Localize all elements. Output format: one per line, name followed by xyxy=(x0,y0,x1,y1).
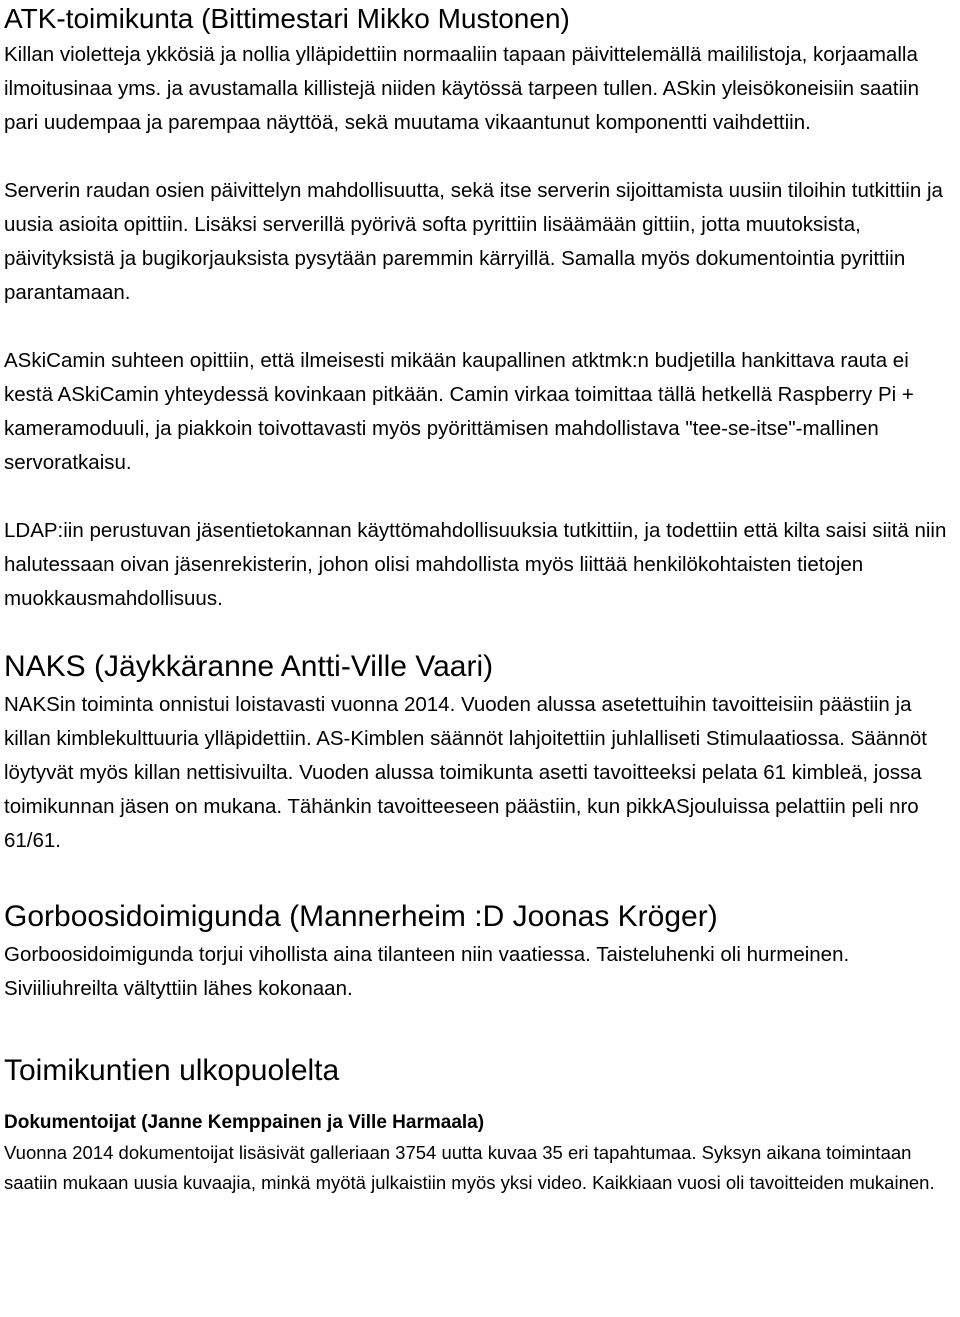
naks-heading: NAKS (Jäykkäranne Antti-Ville Vaari) xyxy=(4,650,494,683)
atk-paragraph-4: LDAP:iin perustuvan jäsentietokannan käyttömahdollisuuksia tutkittiin, ja todettiin että kilta saisi siitä niin halutessaan oivan jäsenrekisterin, johon olisi mahdollista myös liittää henkilökohtaisten tietojen muokkausmahdollisuus. xyxy=(4,519,947,610)
atk-paragraph-3: ASkiCamin suhteen opittiin, että ilmeisesti mikään kaupallinen atktmk:n budjetilla hankittava rauta ei kestä ASkiCamin yhteydessä kovinkaan pitkään. Camin virkaa toimittaa tällä hetkellä Raspberry Pi + kameramoduuli, ja piakkoin toivottavasti myös pyörittämisen mahdollistava "tee-se-itse"-mallinen servoratkaisu. xyxy=(4,349,914,474)
gorboo-paragraph: Gorboosidoimigunda torjui vihollista aina tilanteen niin vaatiessa. Taisteluhenki oli hurmeinen. Siviiliuhreilta vältyttiin lähes kokonaan. xyxy=(4,943,850,1000)
gorboo-heading: Gorboosidoimigunda (Mannerheim :D Joonas Kröger) xyxy=(4,900,718,933)
atk-paragraph-2: Serverin raudan osien päivittelyn mahdollisuutta, sekä itse serverin sijoittamista uusiin tiloihin tutkittiin ja uusia asioita opittiin. Lisäksi serverillä pyörivä softa pyrittiin lisäämään gittiin, jotta muutoksista, päivityksistä ja bugikorjauksista pysytään paremmin kärryillä. Samalla myös dokumentointia pyrittiin parantamaan. xyxy=(4,179,943,304)
documenters-subheading: Dokumentoijat (Janne Kemppainen ja Ville Harmaala) xyxy=(4,1112,485,1133)
atk-heading: ATK-toimikunta (Bittimestari Mikko Mustonen) xyxy=(4,3,570,34)
naks-paragraph: NAKSin toiminta onnistui loistavasti vuonna 2014. Vuoden alussa asetettuihin tavoitteisiin päästiin ja killan kimblekulttuuria ylläpidettiin. AS-Kimblen säännöt lahjoitettiin juhlalliseti Stimulaatiossa. Säännöt löytyvät myös killan nettisivuilta. Vuoden alussa toimikunta asetti tavoitteeksi pelata 61 kimbleä, jossa toimikunnan jäsen on mukana. Tähänkin tavoitteeseen päästiin, kun pikkASjouluissa pelattiin peli nro 61/61. xyxy=(4,693,927,852)
document-page xyxy=(4,0,958,1198)
documenters-paragraph: Vuonna 2014 dokumentoijat lisäsivät galleriaan 3754 uutta kuvaa 35 eri tapahtumaa. Syksyn aikana toimintaan saatiin mukaan uusia kuvaajia, minkä myötä julkaistiin myös yksi video. Kaikkiaan vuosi oli tavoitteiden mukainen. xyxy=(4,1142,935,1193)
outside-heading: Toimikuntien ulkopuolelta xyxy=(4,1054,340,1087)
atk-paragraph-1: Killan violetteja ykkösiä ja nollia ylläpidettiin normaaliin tapaan päivittelemällä maililistoja, korjaamalla ilmoitusinaa yms. ja avustamalla killistejä niiden käytössä tarpeen tullen. ASkin yleisökoneisiin saatiin pari uudempaa ja parempaa näyttöä, sekä muutama vikaantunut komponentti vaihdettiin. xyxy=(4,43,919,134)
